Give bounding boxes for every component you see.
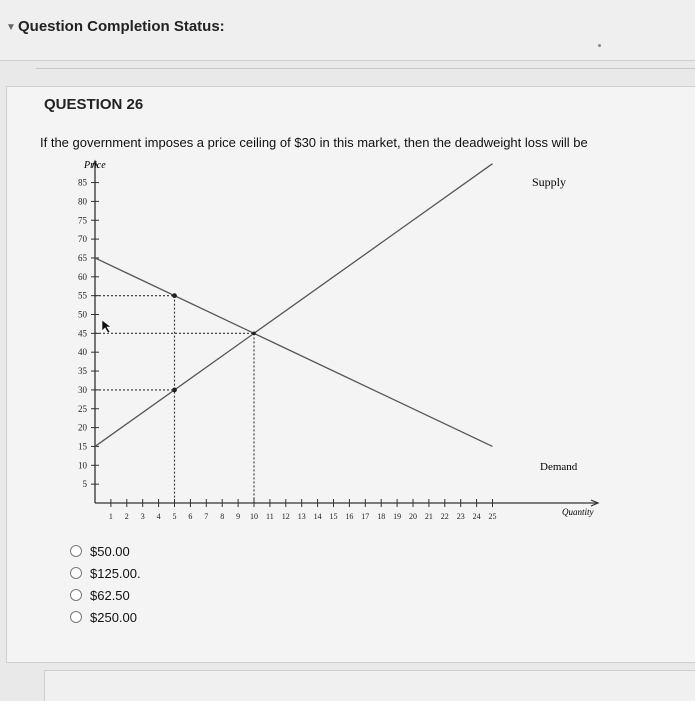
x-tick-label: 5	[172, 512, 177, 521]
equilibrium-point	[252, 332, 256, 336]
x-tick-label: 9	[236, 512, 241, 521]
y-axis	[78, 161, 99, 503]
y-tick-label: 55	[78, 290, 87, 301]
demand-curve	[95, 258, 493, 447]
y-tick-label: 80	[78, 196, 87, 207]
guide-lines	[95, 296, 254, 503]
answer-label: $62.50	[90, 587, 130, 603]
y-tick-label: 40	[78, 347, 87, 358]
answer-option[interactable]	[70, 584, 141, 606]
supply-demand-graph	[50, 158, 610, 533]
answer-option[interactable]	[70, 540, 141, 562]
answer-option[interactable]	[70, 606, 141, 628]
x-tick-label: 1	[108, 512, 113, 521]
question-text: If the government imposes a price ceiling of $30 in this market, then the deadweight loss will be	[40, 135, 588, 150]
y-tick-label: 15	[78, 441, 87, 452]
y-tick-label: 85	[78, 177, 87, 188]
x-tick-label: 20	[409, 512, 417, 521]
x-tick-label: 17	[361, 512, 370, 521]
y-tick-label: 25	[78, 403, 87, 414]
next-question-panel	[44, 670, 695, 701]
y-tick-label: 5	[82, 479, 87, 490]
x-tick-label: 3	[140, 512, 145, 521]
y-tick-label: 75	[78, 215, 87, 226]
y-tick-label: 30	[78, 384, 87, 395]
y-tick-label: 50	[78, 309, 87, 320]
x-tick-label: 10	[250, 512, 258, 521]
x-tick-label: 4	[156, 512, 161, 521]
x-tick-label: 15	[329, 512, 338, 521]
supply-curve-label: Supply	[532, 175, 567, 189]
y-tick-label: 10	[78, 460, 87, 471]
x-axis-label: Quantity	[562, 507, 594, 517]
curves	[95, 164, 493, 447]
x-tick-label: 2	[124, 512, 129, 521]
y-tick-label: 45	[78, 328, 87, 339]
completion-status-title: Question Completion Status:	[18, 18, 225, 35]
y-tick-label: 35	[78, 366, 87, 377]
y-tick-label: 65	[78, 252, 87, 263]
point-mark	[172, 388, 177, 393]
x-tick-label: 16	[345, 512, 354, 521]
supply-demand-svg	[50, 158, 610, 528]
answer-option[interactable]	[70, 562, 141, 584]
status-dot	[598, 44, 601, 47]
x-tick-label: 18	[377, 512, 386, 521]
y-tick-label: 20	[78, 422, 87, 433]
radio-button[interactable]	[70, 567, 82, 579]
radio-button[interactable]	[70, 611, 82, 623]
answer-label: $250.00	[90, 609, 137, 625]
x-tick-label: 21	[424, 512, 433, 521]
x-tick-label: 12	[281, 512, 290, 521]
x-tick-label: 24	[472, 512, 481, 521]
y-axis-label: Price	[84, 160, 106, 171]
x-tick-label: 13	[297, 512, 306, 521]
question-status-bar[interactable]	[0, 0, 695, 61]
demand-curve-label: Demand	[540, 461, 578, 473]
point-marks	[102, 293, 256, 392]
x-tick-label: 6	[188, 512, 193, 521]
point-mark	[172, 293, 177, 298]
radio-button[interactable]	[70, 589, 82, 601]
x-tick-label: 22	[440, 512, 449, 521]
supply-curve	[95, 164, 493, 447]
answer-label: $50.00	[90, 543, 130, 559]
radio-button[interactable]	[70, 545, 82, 557]
x-tick-label: 7	[204, 512, 209, 521]
divider	[36, 68, 695, 69]
x-tick-label: 23	[456, 512, 465, 521]
x-tick-label: 25	[488, 512, 497, 521]
x-axis	[95, 499, 598, 521]
x-tick-label: 11	[266, 512, 274, 521]
x-tick-label: 8	[220, 512, 225, 521]
answer-options	[70, 540, 141, 628]
x-tick-label: 19	[393, 512, 402, 521]
y-tick-label: 60	[78, 271, 87, 282]
question-header: QUESTION 26	[44, 96, 144, 113]
answer-label: $125.00.	[90, 565, 141, 581]
x-tick-label: 14	[313, 512, 322, 521]
mouse-cursor-icon	[102, 320, 111, 333]
y-tick-label: 70	[78, 234, 87, 245]
chevron-down-icon[interactable]: ▼	[6, 22, 16, 33]
